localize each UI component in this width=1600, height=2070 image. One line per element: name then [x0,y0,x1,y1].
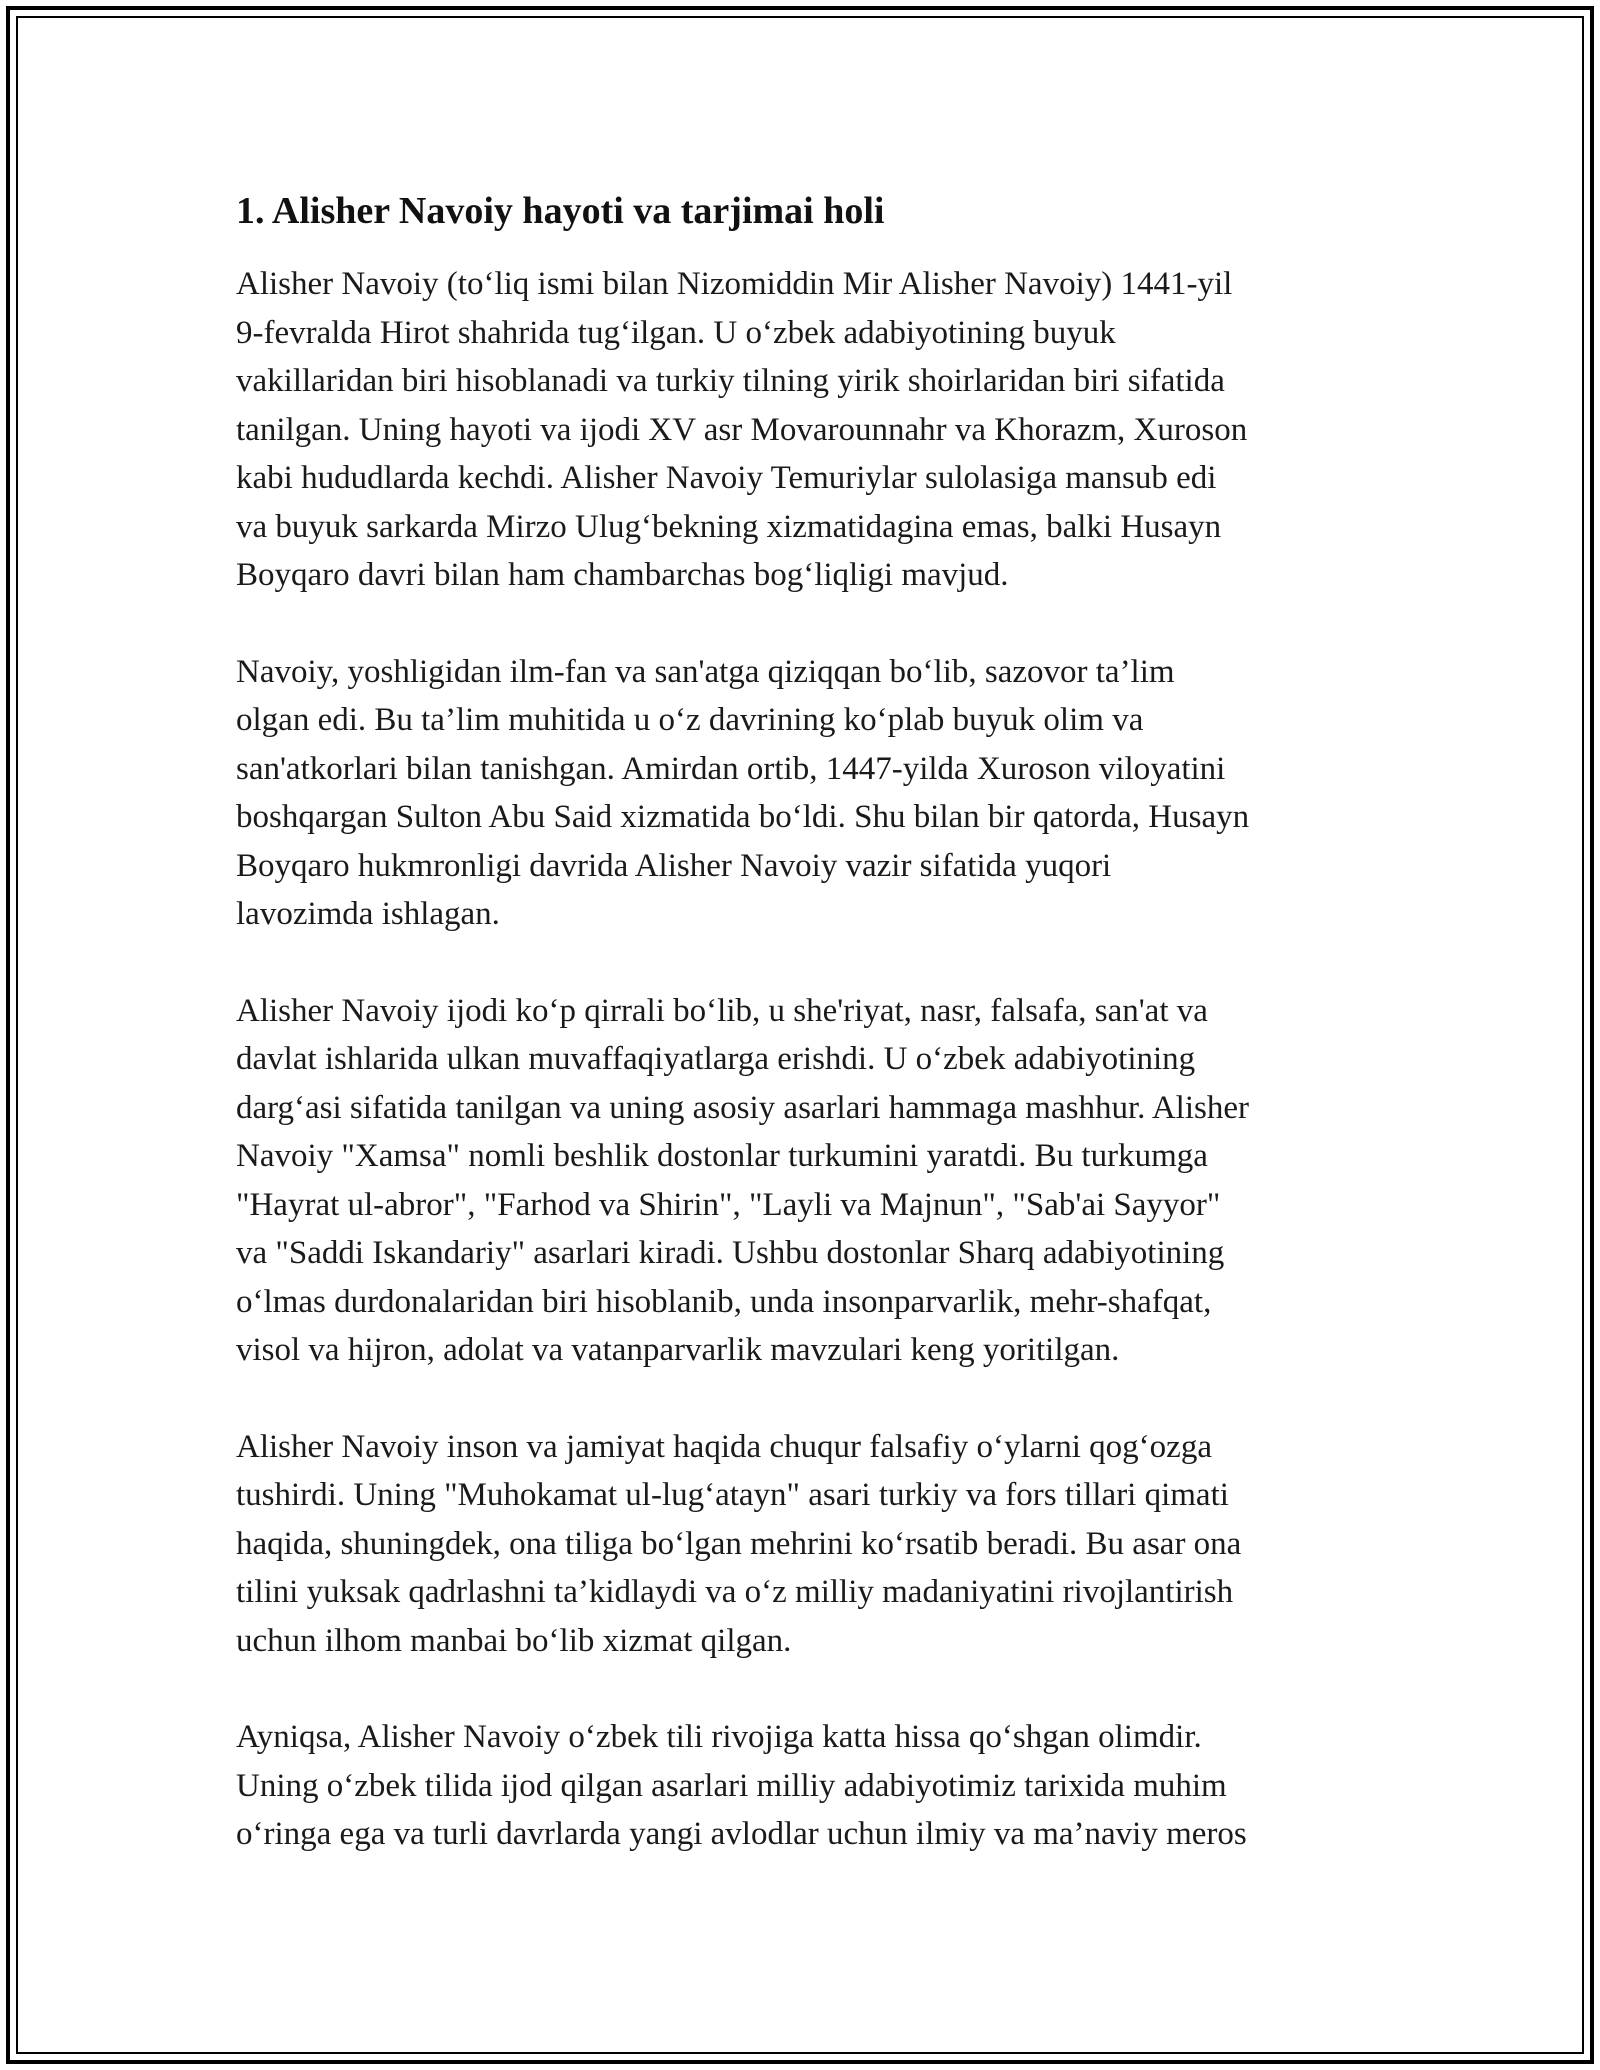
text-line: Ayniqsa, Alisher Navoiy o‘zbek tili rivojiga katta hissa qo‘shgan olimdir. [236,1719,1202,1755]
text-line: Alisher Navoiy (to‘liq ismi bilan Nizomiddin Mir Alisher Navoiy) 1441-yil [236,266,1233,302]
text-line: Alisher Navoiy inson va jamiyat haqida chuqur falsafiy o‘ylarni qog‘ozga [236,1428,1212,1465]
text-line: olgan edi. Bu ta’lim muhitida u o‘z davrining ko‘plab buyuk olim va [236,702,1144,738]
text-line: darg‘asi sifatida tanilgan va uning asosiy asarlari hammaga mashhur. Alisher [236,1089,1249,1126]
text-line: Alisher Navoiy ijodi ko‘p qirrali bo‘lib, u she'riyat, nasr, falsafa, san'at va [236,992,1208,1029]
text-line: visol va hijron, adolat va vatanparvarlik mavzulari keng yoritilgan. [236,1332,1120,1368]
text-line: Navoiy, yoshligidan ilm-fan va san'atga qiziqqan bo‘lib, sazovor ta’lim [236,653,1175,690]
text-line: va "Saddi Iskandariy" asarlari kiradi. Ushbu dostonlar Sharq adabiyotining [236,1235,1225,1271]
paragraph-3 [236,987,1370,1375]
text-line: boshqargan Sulton Abu Said xizmatida bo‘ldi. Shu bilan bir qatorda, Husayn [236,799,1250,835]
paragraph-5 [236,1713,1370,1859]
text-line: Boyqaro davri bilan ham chambarchas bog‘liqligi mavjud. [236,557,1009,593]
text-line: Boyqaro hukmronligi davrida Alisher Navoiy vazir sifatida yuqori [236,847,1112,884]
text-line: o‘lmas durdonalaridan biri hisoblanib, unda insonparvarlik, mehr-shafqat, [236,1283,1212,1320]
text-line: Uning o‘zbek tilida ijod qilgan asarlari milliy adabiyotimiz tarixida muhim [236,1767,1227,1804]
text-line: tushirdi. Uning "Muhokamat ul-lug‘atayn" asari turkiy va fors tillari qimati [236,1477,1229,1513]
text-line: haqida, shuningdek, ona tiliga bo‘lgan mehrini ko‘rsatib beradi. Bu asar ona [236,1525,1242,1562]
document-body [236,186,1370,1907]
text-line: lavozimda ishlagan. [236,896,500,932]
text-line: tilini yuksak qadrlashni ta’kidlaydi va o‘z milliy madaniyatini rivojlantirish [236,1574,1234,1610]
paragraph-1 [236,260,1370,600]
section-heading: 1. Alisher Navoiy hayoti va tarjimai holi [236,190,885,232]
text-line: vakillaridan biri hisoblanadi va turkiy tilning yirik shoirlaridan biri sifatida [236,363,1225,399]
text-line: uchun ilhom manbai bo‘lib xizmat qilgan. [236,1622,792,1659]
text-line: va buyuk sarkarda Mirzo Ulug‘bekning xizmatidagina emas, balki Husayn [236,508,1222,545]
text-line: o‘ringa ega va turli davrlarda yangi avlodlar uchun ilmiy va ma’naviy meros [236,1816,1247,1852]
paragraph-4 [236,1423,1370,1666]
text-line: kabi hududlarda kechdi. Alisher Navoiy Temuriylar sulolasiga mansub edi [236,460,1217,496]
text-line: tanilgan. Uning hayoti va ijodi XV asr Movarounnahr va Khorazm, Xuroson [236,411,1248,448]
text-line: davlat ishlarida ulkan muvaffaqiyatlarga erishdi. U o‘zbek adabiyotining [236,1041,1196,1077]
text-line: Navoiy "Xamsa" nomli beshlik dostonlar turkumini yaratdi. Bu turkumga [236,1138,1208,1174]
text-line: 9-fevralda Hirot shahrida tug‘ilgan. U o‘zbek adabiyotining buyuk [236,314,1116,351]
paragraph-2 [236,648,1370,939]
text-line: san'atkorlari bilan tanishgan. Amirdan ortib, 1447-yilda Xuroson viloyatini [236,750,1226,787]
text-line: "Hayrat ul-abror", "Farhod va Shirin", "Layli va Majnun", "Sab'ai Sayyor" [236,1186,1221,1223]
